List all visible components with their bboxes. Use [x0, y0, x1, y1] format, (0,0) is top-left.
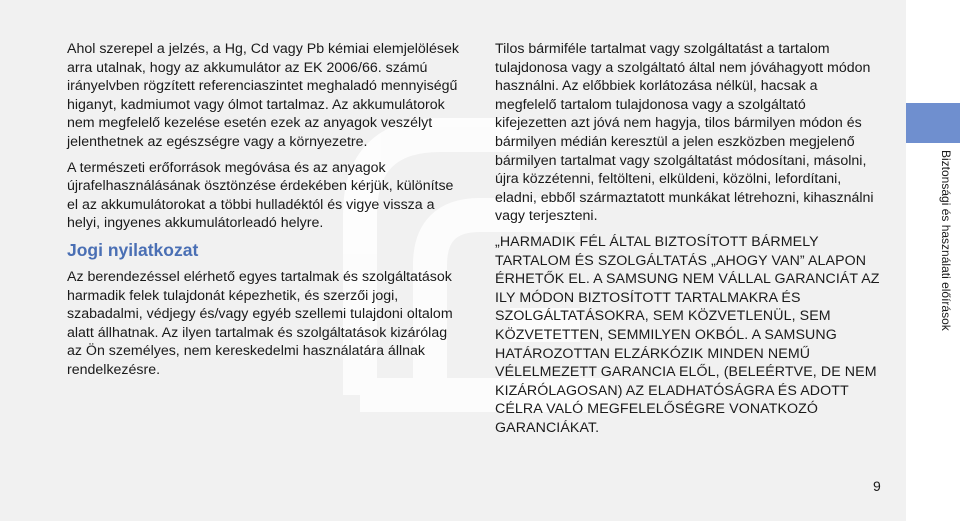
warranty-disclaimer-paragraph: „HARMADIK FÉL ÁLTAL BIZTOSÍTOTT BÁRMELY TARTALOM ÉS SZOLGÁLTATÁS „AHOGY VAN” ALAPON ÉRHETŐK EL. A SAMSUNG NEM VÁLLAL GARANCIÁT AZ ILY MÓDON BIZTOSÍTOTT TARTALMAKRA ÉS SZOLGÁLTATÁSOKRA, SEM KÖZVETLENÜL, SEM KÖZVETETTEN, SEMMILYEN OKBÓL. A SAMSUNG HATÁROZOTTAN ELZÁRKÓZIK MINDEN NEMŰ VÉLELMEZETT GARANCIA ELŐL, (BELEÉRTVE, DE NEM KIZÁRÓLAGOSAN) AZ ELADHATÓSÁGRA ÉS ADOTT CÉLRA VALÓ MEGFELELŐSÉGRE VONATKOZÓ GARANCIÁKAT. [495, 233, 880, 436]
third-party-content-paragraph: Az berendezéssel elérhető egyes tartalmak és szolgáltatások harmadik felek tulajdonát képezhetik, és szerzői jogi, szabadalmi, védjegy és/vagy egyéb szellemi tulajdoni oltalom alatt állhatnak. Az ilyen tartalmak és szolgáltatások kizárólag az Ön személyes, nem kereskedelmi használatára állnak rendelkezésre. [67, 268, 453, 378]
section-tab-marker [906, 103, 960, 143]
recycling-paragraph: A természeti erőforrások megóvása és az anyagok újrafelhasználásának ösztönzése érdekében kérjük, különítse el az akkumulátorokat a többi hulladéktól és vigye vissza a helyi, ingyenes akkumulátorleadó helyre. [67, 159, 454, 232]
right-column [495, 40, 880, 444]
page-number: 9 [873, 478, 881, 494]
left-column [67, 40, 462, 387]
usage-restriction-paragraph: Tilos bármiféle tartalmat vagy szolgáltatást a tartalom tulajdonosa vagy a szolgáltató által nem jóváhagyott módon használni. Az előbbiek korlátozása nélkül, hacsak a megfelelő tartalom tulajdonosa vagy a szolgáltató kifejezetten azt jóvá nem hagyja, tilos bármilyen módon és bármilyen médián keresztül a jelen eszközben megjelenő bármilyen tartalmat vagy szolgáltatást módosítani, másolni, újra közzétenni, feltölteni, elküldeni, közölni, lefordítani, eladni, ebből származtatott munkákat létrehozni, kihasználni vagy terjeszteni. [495, 41, 874, 225]
section-side-label: Biztonsági és használati előírások [939, 150, 953, 331]
legal-disclaimer-heading: Jogi nyilatkozat [67, 239, 199, 260]
battery-disposal-paragraph: Ahol szerepel a jelzés, a Hg, Cd vagy Pb kémiai elemjelölések arra utalnak, hogy az akkumulátor az EK 2006/66. számú irányelvben rögzített referenciaszintet meghaladó mennyiségű higanyt, kadmiumot vagy ólmot tartalmaz. Az akkumulátorok nem megfelelő kezelése esetén ezek az anyagok veszélyt jelenthetnek az egészségre vagy a környezetre. [67, 41, 459, 150]
